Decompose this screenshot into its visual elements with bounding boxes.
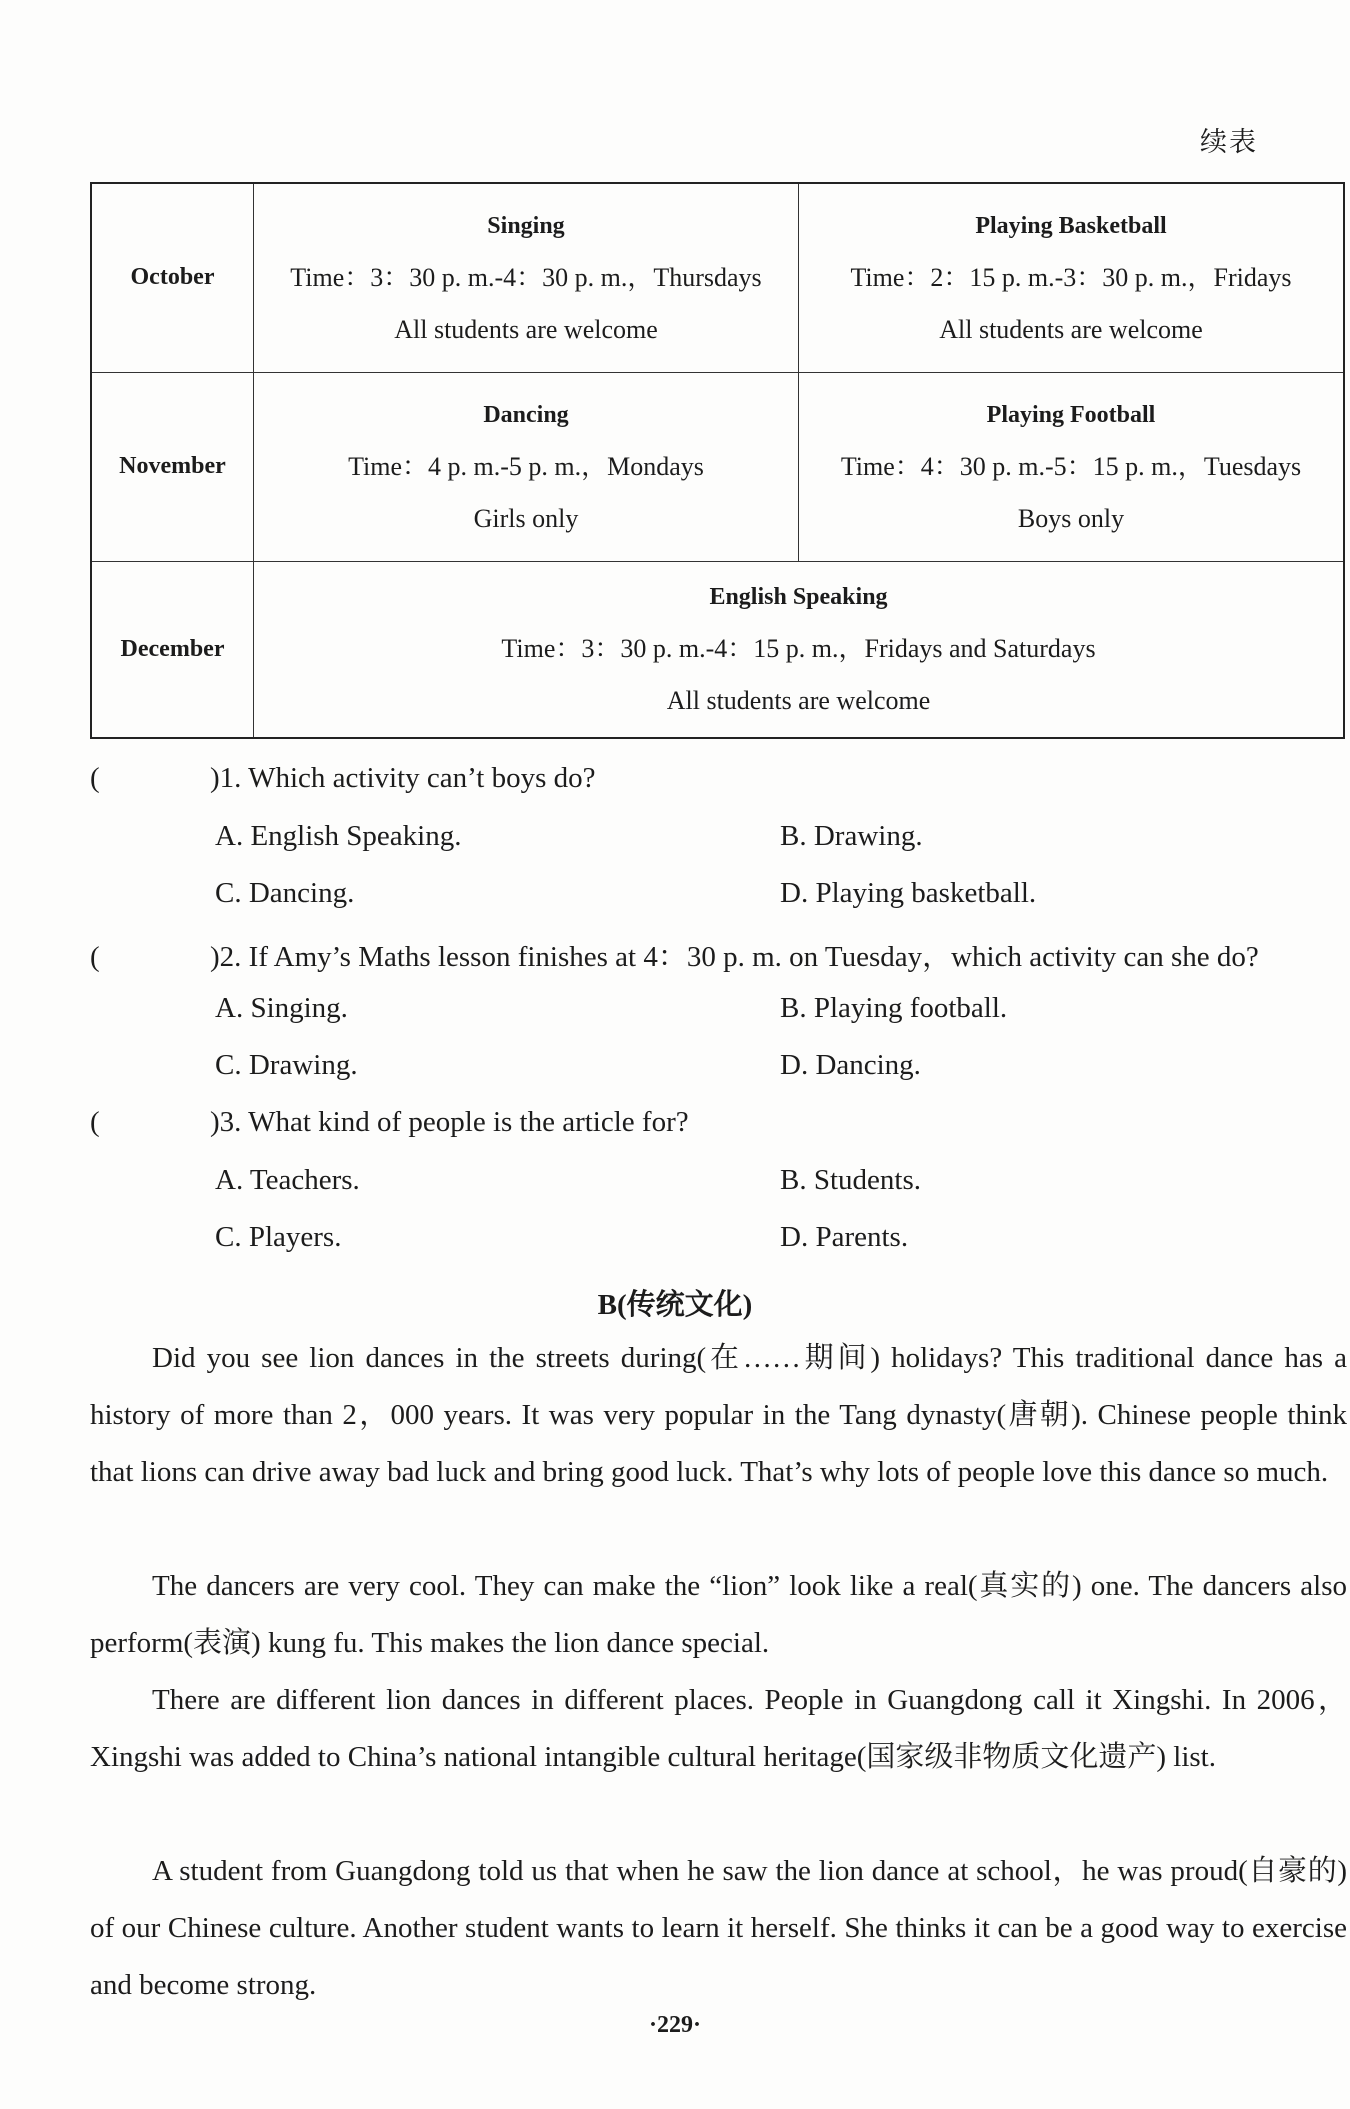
schedule-table	[90, 182, 1345, 739]
paragraph: A student from Guangdong told us that when he saw the lion dance at school，he was proud(自豪的) of our Chinese culture. Another student wants to learn it herself. She thinks it can be a good way to exercise and become strong.	[90, 1855, 1347, 2001]
month-cell: October	[91, 183, 254, 372]
activity-time: Time：2：15 p. m.-3：30 p. m.，Fridays	[850, 262, 1292, 292]
question-stem: )3. What kind of people is the article for?	[210, 1106, 689, 1138]
activity-title: Playing Football	[986, 401, 1156, 428]
activity-note: All students are welcome	[666, 686, 931, 716]
option-b: B. Students.	[780, 1164, 921, 1196]
paragraph: The dancers are very cool. They can make the “lion” look like a real(真实的) one. The dancers also perform(表演) kung fu. This makes the lion dance special.	[90, 1570, 1347, 1659]
activity-cell	[254, 372, 799, 561]
option-b: B. Playing football.	[780, 992, 1008, 1024]
answer-paren: (	[90, 941, 100, 973]
month-cell: December	[91, 561, 254, 738]
option-a: A. Singing.	[215, 992, 348, 1024]
activity-note: All students are welcome	[394, 314, 658, 344]
option-d: D. Parents.	[780, 1221, 909, 1253]
activity-title: English Speaking	[709, 584, 888, 611]
activity-time: Time：3：30 p. m.-4：15 p. m.，Fridays and Saturdays	[501, 634, 1096, 664]
activity-title: Playing Basketball	[975, 212, 1167, 239]
activity-time: Time：4：30 p. m.-5：15 p. m.，Tuesdays	[840, 451, 1302, 481]
activity-time: Time：4 p. m.-5 p. m.，Mondays	[348, 451, 704, 481]
activity-note: Boys only	[1017, 503, 1125, 533]
option-d: D. Dancing.	[780, 1049, 921, 1081]
activity-note: All students are welcome	[939, 314, 1203, 344]
table-row	[91, 561, 1344, 738]
activity-cell	[799, 372, 1345, 561]
question-3	[90, 1106, 689, 1139]
continued-label: 续表	[1200, 127, 1258, 158]
option-a: A. English Speaking.	[215, 820, 462, 852]
option-d: D. Playing basketball.	[780, 877, 1037, 909]
option-c: C. Dancing.	[215, 877, 355, 909]
answer-paren: (	[90, 1106, 100, 1138]
option-a: A. Teachers.	[215, 1164, 360, 1196]
page-number: ·229·	[648, 2012, 701, 2038]
activity-time: Time：3：30 p. m.-4：30 p. m.，Thursdays	[290, 262, 762, 292]
question-1	[90, 762, 596, 795]
activity-note: Girls only	[473, 503, 579, 533]
activity-cell	[799, 183, 1345, 372]
activity-title: Dancing	[483, 401, 569, 428]
activity-title: Singing	[487, 212, 565, 239]
option-c: C. Drawing.	[215, 1049, 358, 1081]
section-b-title: B(传统文化)	[597, 1289, 753, 1321]
question-stem: )1. Which activity can’t boys do?	[210, 762, 596, 794]
question-2	[90, 934, 1259, 975]
month-cell: November	[91, 372, 254, 561]
paragraph: There are different lion dances in different places. People in Guangdong call it Xingshi. In 2006，Xingshi was added to China’s national intangible cultural heritage(国家级非物质文化遗产) list.	[90, 1684, 1347, 1773]
paragraph: Did you see lion dances in the streets during(在……期间) holidays? This traditional dance has a history of more than 2，000 years. It was very popular in the Tang dynasty(唐朝). Chinese people think that lions can drive away bad luck and bring good luck. That’s why lots of people love this dance so much.	[90, 1342, 1347, 1488]
option-b: B. Drawing.	[780, 820, 923, 852]
activity-cell	[254, 561, 1345, 738]
answer-paren: (	[90, 762, 100, 794]
table-row	[91, 372, 1344, 561]
activity-cell	[254, 183, 799, 372]
option-c: C. Players.	[215, 1221, 342, 1253]
table-row	[91, 183, 1344, 372]
question-stem: )2. If Amy’s Maths lesson finishes at 4：30 p. m. on Tuesday，which activity can she do?	[210, 941, 1259, 973]
